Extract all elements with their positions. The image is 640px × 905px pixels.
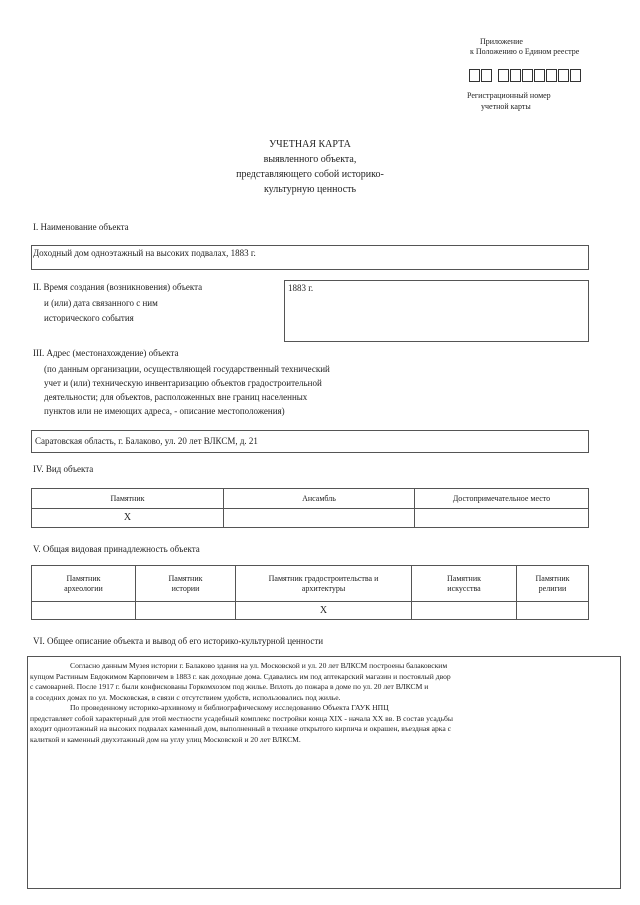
section-2-line-3: исторического события <box>44 313 134 323</box>
creation-date-field <box>284 280 589 342</box>
section-2-heading: II. Время создания (возникновения) объекта <box>33 282 203 292</box>
category-header-archaeology: Памятник археологии <box>32 566 136 602</box>
category-header-art: Памятник искусства <box>412 566 517 602</box>
category-mark-architecture: X <box>236 602 412 620</box>
page-title <box>220 137 400 197</box>
object-type-mark-landmark <box>415 509 589 528</box>
address-field <box>31 430 589 453</box>
title-line-2: выявленного объекта, <box>263 154 357 165</box>
object-name-value: Доходный дом одноэтажный на высоких подвалах, 1883 г. <box>33 248 256 258</box>
object-type-header-ensemble: Ансамбль <box>224 489 415 509</box>
category-mark-history <box>136 602 236 620</box>
object-type-header-monument: Памятник <box>32 489 224 509</box>
section-3-note-1: (по данным организации, осуществляющей государственный технический <box>44 364 330 374</box>
address-value: Саратовская область, г. Балаково, ул. 20 лет ВЛКСМ, д. 21 <box>35 436 258 446</box>
section-3-heading: III. Адрес (местонахождение) объекта <box>33 348 179 358</box>
category-header-architecture: Памятник градостроительства и архитектуры <box>236 566 412 602</box>
object-name-field <box>31 245 589 270</box>
description-paragraph-2: По проведенному историко-архивному и библиографическому исследованию Объекта ГАУК НПЦ представляет собой характерный для этой местности усадебный комплекс постройки конца XIX - начала XX вв. В состав усадьбы входит одноэтажный на высоких подвалах каменный дом, выполненный в технике открытого кирпича и окрашен, въездная арка с калиткой и каменный двухэтажный дом на углу улиц Московской и 20 лет ВЛКСМ. <box>30 703 453 744</box>
object-type-mark-monument: X <box>32 509 224 528</box>
description-paragraph-1: Согласно данным Музея истории г. Балаково здания на ул. Московской и ул. 20 лет ВЛКСМ построены балаковским купцом Растиным Евдокимом Карповичем в 1883 г. как доходные дома. Сдавались им под аптекарский магазин и постоялый двор с самоварней. После 1917 г. были конфискованы Горкомхозом под жилье. Вплоть до пожара в доме по ул. 20 лет ВЛКСМ и в соседних домах по ул. Московская, в связи с отсутствием удобств, использовались под жилье. <box>30 661 451 702</box>
creation-date-value: 1883 г. <box>288 283 314 293</box>
section-3-note-3: деятельности; для объектов, расположенных вне границ населенных <box>44 392 308 402</box>
appendix-line-1: Приложение <box>480 37 523 46</box>
section-4-heading: IV. Вид объекта <box>33 464 94 474</box>
section-5-heading: V. Общая видовая принадлежность объекта <box>33 544 200 554</box>
description-text <box>28 657 620 749</box>
object-type-table <box>31 488 589 528</box>
category-header-religion: Памятник религии <box>517 566 589 602</box>
description-field <box>27 656 621 889</box>
category-mark-religion <box>517 602 589 620</box>
section-6-heading: VI. Общее описание объекта и вывод об его историко-культурной ценности <box>33 636 324 646</box>
section-2-line-2: и (или) дата связанного с ним <box>44 298 158 308</box>
title-line-4: культурную ценность <box>263 184 357 195</box>
category-table <box>31 565 589 620</box>
reg-number-label: Регистрационный номер <box>467 91 551 100</box>
object-type-header-landmark: Достопримечательное место <box>415 489 589 509</box>
category-mark-art <box>412 602 517 620</box>
category-mark-archaeology <box>32 602 136 620</box>
section-3-note-2: учет и (или) техническую инвентаризацию объектов градостроительной <box>44 378 322 388</box>
section-3-note-4: пунктов или не имеющих адреса, - описание местоположения) <box>44 406 285 416</box>
appendix-line-2: к Положению о Едином реестре <box>470 47 580 56</box>
section-1-heading: I. Наименование объекта <box>33 222 129 232</box>
object-type-mark-ensemble <box>224 509 415 528</box>
registration-number-boxes <box>469 69 582 87</box>
category-header-history: Памятник истории <box>136 566 236 602</box>
title-line-1: УЧЕТНАЯ КАРТА <box>269 139 351 150</box>
title-line-3: представляющего собой историко- <box>236 169 384 180</box>
reg-number-label-2: учетной карты <box>481 102 531 111</box>
